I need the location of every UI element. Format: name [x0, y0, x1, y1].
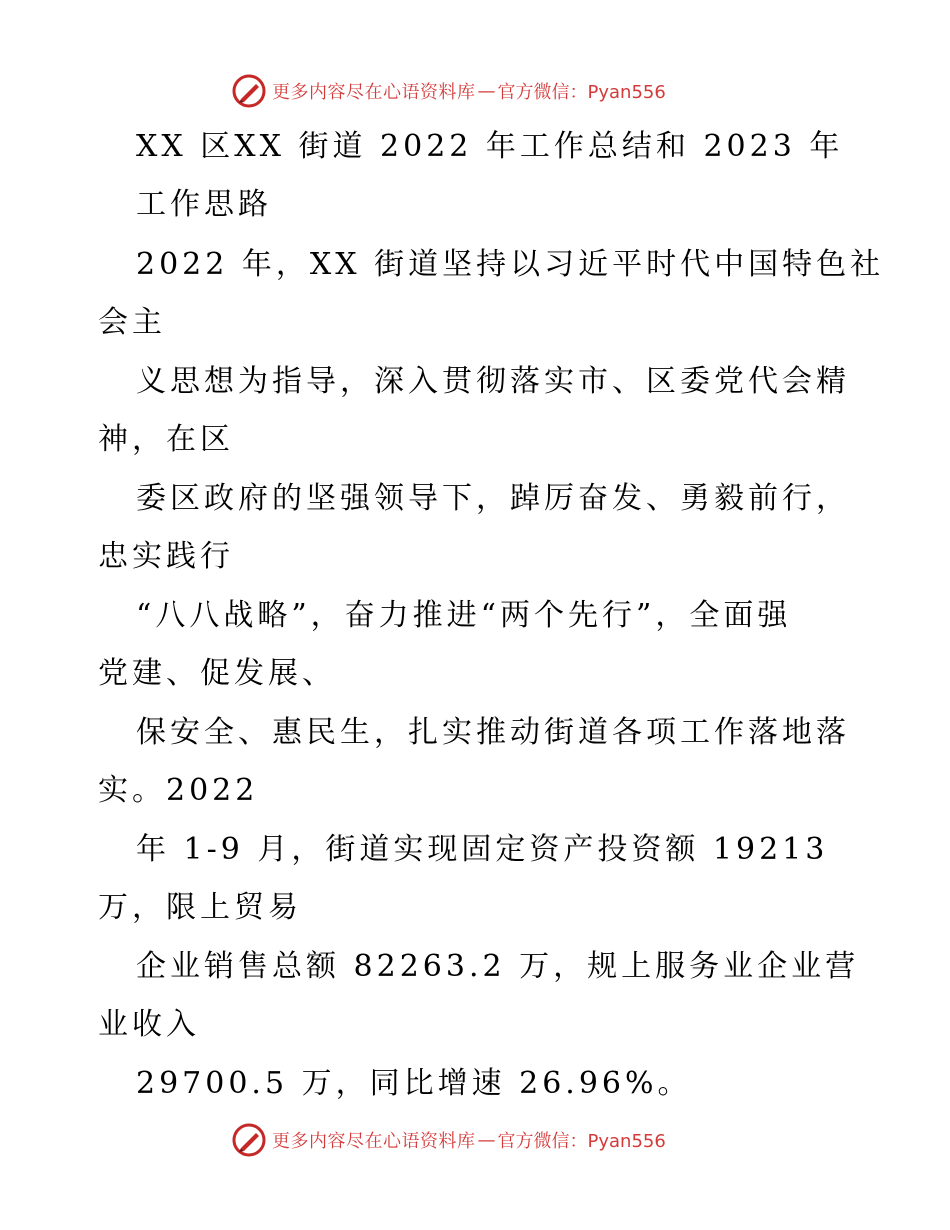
- banner-text: 更多内容尽在心语资料库: [272, 82, 476, 103]
- header-banner: [232, 74, 666, 108]
- footer-banner: [232, 1123, 666, 1157]
- pen-logo-icon: [232, 1123, 266, 1157]
- text-line: 29700.5 万，同比增速 26.96%。: [136, 1066, 692, 1101]
- text-line: 忠实践行: [98, 539, 234, 574]
- document-title-line-1: XX 区XX 街道 2022 年工作总结和 2023 年: [136, 129, 844, 164]
- text-line: 年 1-9 月，街道实现固定资产投资额 19213: [136, 832, 829, 867]
- text-line: 党建、促发展、: [98, 656, 336, 691]
- banner-wechat: 官方微信：Pyan556: [497, 82, 666, 103]
- text-line: 委区政府的坚强领导下，踔厉奋发、勇毅前行，: [136, 481, 850, 516]
- text-line: 企业销售总额 82263.2 万，规上服务业企业营: [136, 949, 860, 984]
- text-line: 2022 年，XX 街道坚持以习近平时代中国特色社: [136, 247, 885, 282]
- text-line: 会主: [98, 305, 166, 340]
- text-line: “八八战略”，奋力推进“两个先行”，全面强: [136, 598, 792, 633]
- banner-separator: —: [477, 80, 496, 102]
- document-title-line-2: 工作思路: [136, 187, 272, 222]
- text-line: 义思想为指导，深入贯彻落实市、区委党代会精: [136, 364, 850, 399]
- pen-logo-icon: [232, 74, 266, 108]
- text-line: 万，限上贸易: [98, 890, 302, 925]
- text-line: 实。2022: [98, 773, 259, 808]
- banner-wechat: 官方微信：Pyan556: [497, 1131, 666, 1152]
- text-line: 神，在区: [98, 422, 234, 457]
- banner-text: 更多内容尽在心语资料库: [272, 1131, 476, 1152]
- banner-separator: —: [477, 1129, 496, 1151]
- text-line: 业收入: [98, 1007, 200, 1042]
- text-line: 保安全、惠民生，扎实推动街道各项工作落地落: [136, 715, 850, 750]
